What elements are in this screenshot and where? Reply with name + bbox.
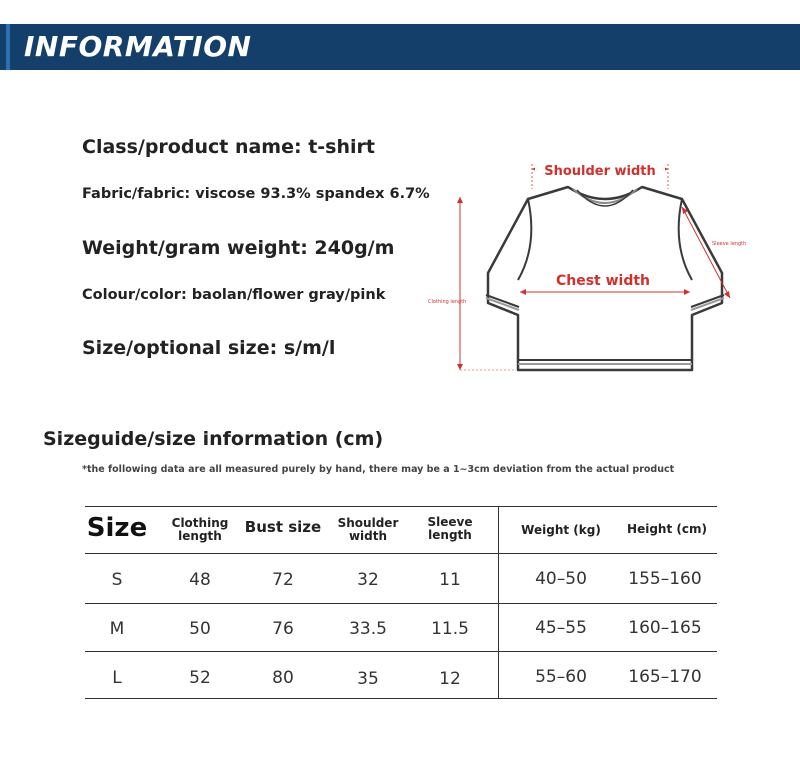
table-row-rule xyxy=(85,603,717,604)
cell-height: 155–160 xyxy=(628,569,702,589)
spec-color: Colour/color: baolan/flower gray/pink xyxy=(82,287,386,303)
spec-size: Size/optional size: s/m/l xyxy=(82,337,336,359)
cell-height: 160–165 xyxy=(628,618,702,638)
spec-fabric: Fabric/fabric: viscose 93.3% spandex 6.7% xyxy=(82,186,430,202)
shoulder-width-label: Shoulder width xyxy=(544,164,656,179)
header-bust-size: Bust size xyxy=(244,518,322,536)
cell-weight: 55–60 xyxy=(535,667,587,687)
cell-sleeve-length: 11.5 xyxy=(431,619,469,639)
cell-size-s: S xyxy=(111,570,123,590)
cell-shoulder-width: 32 xyxy=(357,570,379,590)
cell-clothing-length: 48 xyxy=(189,570,211,590)
cell-shoulder-width: 35 xyxy=(357,669,379,689)
spec-weight: Weight/gram weight: 240g/m xyxy=(82,237,395,259)
header-accent-bar xyxy=(6,24,10,70)
sleeve-length-label: Sleeve length xyxy=(712,241,747,247)
header-sleeve-length: Sleeve length xyxy=(427,515,473,542)
cell-height: 165–170 xyxy=(628,667,702,687)
cell-bust-size: 80 xyxy=(272,668,294,688)
table-row-rule xyxy=(85,651,717,652)
cell-sleeve-length: 11 xyxy=(439,570,461,590)
clothing-length-label: Clothing length xyxy=(428,299,467,305)
table-bottom-rule xyxy=(85,698,717,699)
size-guide-title: Sizeguide/size information (cm) xyxy=(43,428,384,450)
cell-weight: 45–55 xyxy=(535,618,587,638)
info-header xyxy=(0,24,800,70)
spec-product-name: Class/product name: t-shirt xyxy=(82,136,375,158)
cell-clothing-length: 50 xyxy=(189,619,211,639)
cell-shoulder-width: 33.5 xyxy=(349,619,387,639)
chest-width-label: Chest width xyxy=(555,273,651,289)
size-guide-note: *the following data are all measured purely by hand, there may be a 1~3cm deviation from the actual product xyxy=(82,464,675,475)
table-top-rule xyxy=(85,506,717,507)
header-weight: Weight (kg) xyxy=(521,523,601,537)
header-shoulder-width: Shoulder width xyxy=(337,516,399,543)
cell-sleeve-length: 12 xyxy=(439,669,461,689)
cell-size-m: M xyxy=(109,619,125,639)
cell-bust-size: 76 xyxy=(272,619,294,639)
header-height: Height (cm) xyxy=(627,522,707,536)
header-size: Size xyxy=(86,513,148,543)
header-title: INFORMATION xyxy=(24,30,252,63)
table-header-rule xyxy=(85,553,717,554)
header-clothing-length: Clothing length xyxy=(171,516,229,543)
cell-size-l: L xyxy=(112,668,122,688)
table-divider xyxy=(498,506,499,699)
tshirt-measurement-diagram xyxy=(420,155,750,380)
cell-weight: 40–50 xyxy=(535,569,587,589)
cell-bust-size: 72 xyxy=(272,570,294,590)
cell-clothing-length: 52 xyxy=(189,668,211,688)
